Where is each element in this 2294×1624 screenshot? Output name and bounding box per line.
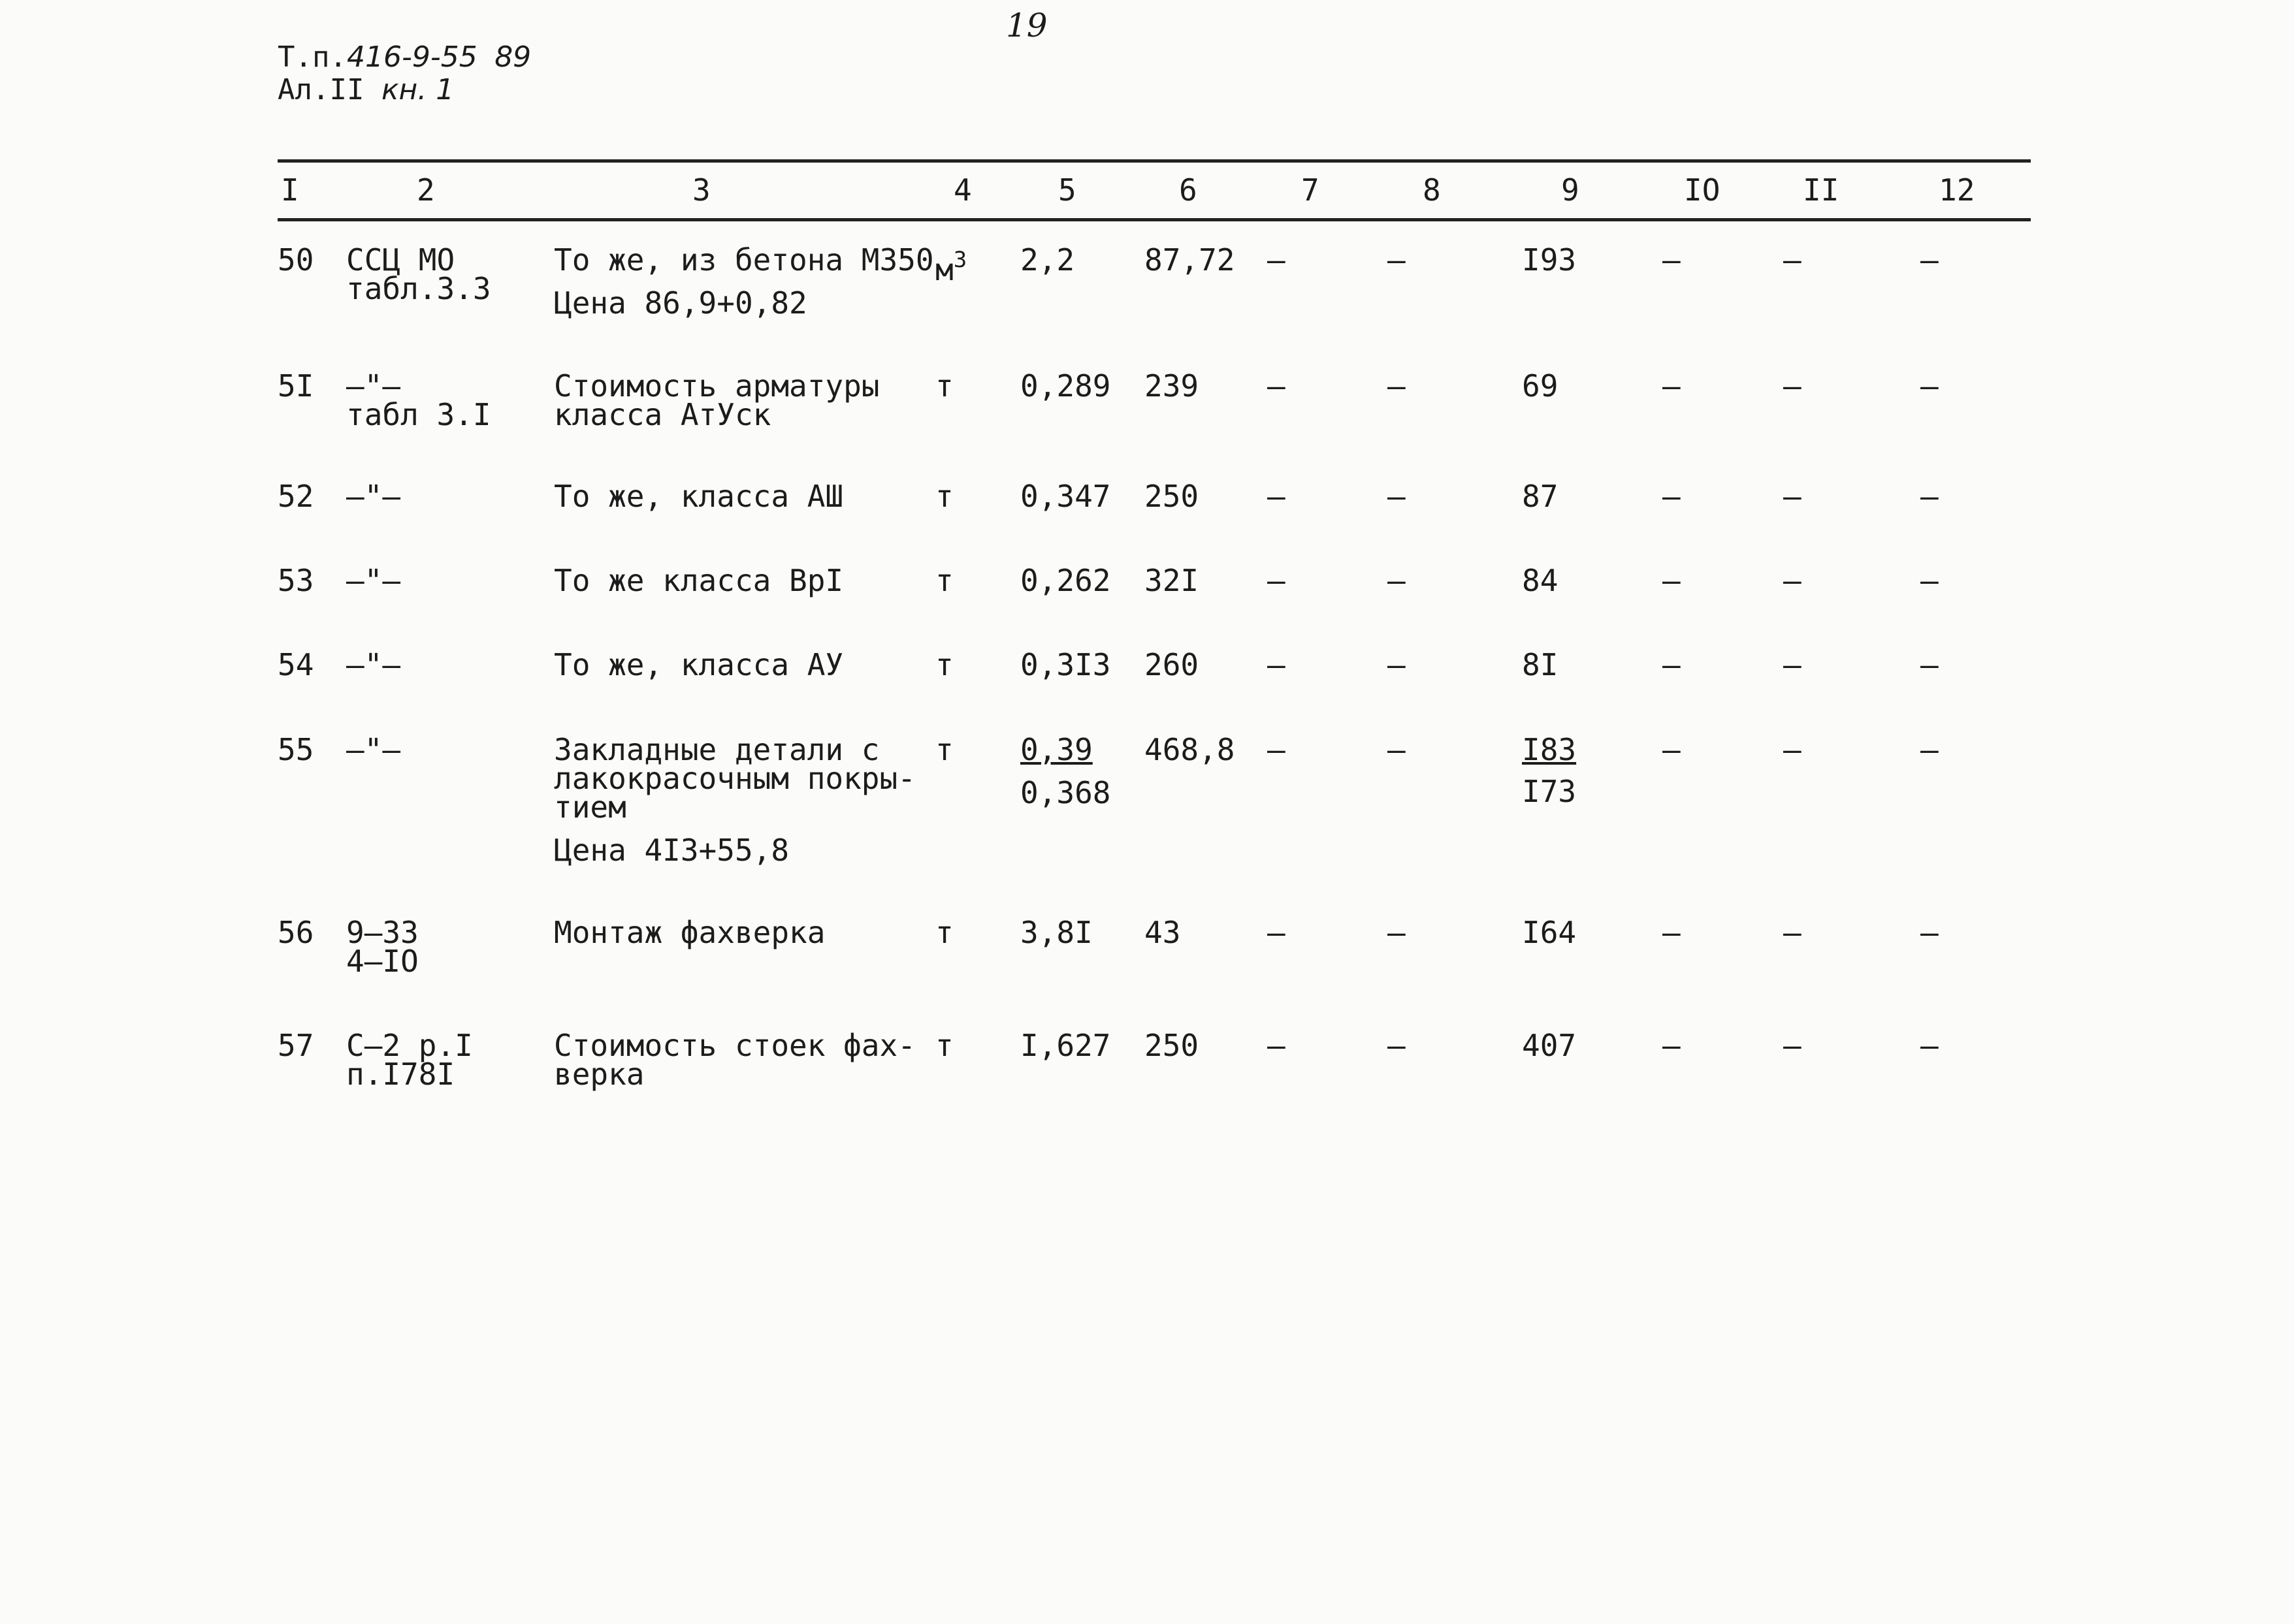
col7-dash: – <box>1267 563 1285 598</box>
item-description-line: То же, из бетона М350 <box>554 242 934 278</box>
item-description-line: класса АтУск <box>554 397 771 432</box>
price-note: Цена 86,9+0,82 <box>554 285 807 321</box>
col11-dash: – <box>1783 732 1801 767</box>
item-description <box>554 368 880 432</box>
col7-dash: – <box>1267 479 1285 514</box>
row-number: 57 <box>278 1028 314 1063</box>
col-header-1: I <box>281 172 299 208</box>
item-description-line: Монтаж фахверка <box>554 915 826 950</box>
quantity: I,627 <box>1020 1028 1111 1063</box>
col8-dash: – <box>1387 479 1406 514</box>
unit-rate: 87,72 <box>1144 242 1235 278</box>
col-header-9: 9 <box>1561 172 1579 208</box>
quantity: 0,289 <box>1020 368 1111 404</box>
document-code-prefix: Т.п. <box>278 40 347 74</box>
col7-dash: – <box>1267 242 1285 278</box>
col8-dash: – <box>1387 242 1406 278</box>
item-description-line: верка <box>554 1057 645 1092</box>
col12-dash: – <box>1920 732 1939 767</box>
quantity: 3,8I <box>1020 915 1093 950</box>
col-header-10: IO <box>1684 172 1720 208</box>
item-description-line: То же, класса АУ <box>554 647 844 682</box>
source-reference <box>346 242 491 306</box>
quantity: 0,347 <box>1020 479 1111 514</box>
item-description-line: То же, класса АШ <box>554 479 844 514</box>
col-header-11: II <box>1803 172 1839 208</box>
unit: $м^3$ <box>935 247 967 287</box>
col10-dash: – <box>1662 647 1681 682</box>
col10-dash: – <box>1662 368 1681 404</box>
total-cost: 8I <box>1522 647 1559 682</box>
col8-dash: – <box>1387 732 1406 767</box>
unit-rate: 43 <box>1144 915 1181 950</box>
page-number: 19 <box>1006 7 1048 44</box>
item-description-line: лакокрасочным покры- <box>554 761 916 796</box>
quantity: 2,2 <box>1020 242 1075 278</box>
unit-rate: 250 <box>1144 1028 1199 1063</box>
col8-dash: – <box>1387 368 1406 404</box>
source-reference <box>346 1028 473 1092</box>
col8-dash: – <box>1387 563 1406 598</box>
item-description <box>554 1028 916 1092</box>
source-reference <box>346 732 401 767</box>
col12-dash: – <box>1920 242 1939 278</box>
col11-dash: – <box>1783 368 1801 404</box>
row-number: 53 <box>278 563 314 598</box>
price-note: Цена 4I3+55,8 <box>554 833 790 868</box>
source-reference-line: 4–IO <box>346 944 419 979</box>
total-cost: 84 <box>1522 563 1559 598</box>
unit-rate: 239 <box>1144 368 1199 404</box>
col12-dash: – <box>1920 647 1939 682</box>
document-code <box>278 40 531 74</box>
row-number: 52 <box>278 479 314 514</box>
unit: т <box>935 915 954 950</box>
col-header-8: 8 <box>1423 172 1441 208</box>
unit-superscript: 3 <box>953 247 967 273</box>
quantity: 0,262 <box>1020 563 1111 598</box>
unit: т <box>935 368 954 404</box>
source-reference-line: –"– <box>346 563 401 598</box>
unit-rate: 250 <box>1144 479 1199 514</box>
col-header-6: 6 <box>1179 172 1197 208</box>
col-header-12: 12 <box>1939 172 1975 208</box>
source-reference <box>346 368 491 432</box>
col-header-3: 3 <box>692 172 711 208</box>
col-header-4: 4 <box>954 172 972 208</box>
document-code-suffix: 89 <box>494 40 532 74</box>
item-description-line: тием <box>554 789 626 825</box>
document-code-number: 416-9-55 <box>346 40 477 74</box>
row-number: 54 <box>278 647 314 682</box>
unit-rate: 32I <box>1144 563 1199 598</box>
col-header-5: 5 <box>1058 172 1076 208</box>
source-reference <box>346 915 419 979</box>
quantity: 0,3I3 <box>1020 647 1111 682</box>
col10-dash: – <box>1662 915 1681 950</box>
col12-dash: – <box>1920 368 1939 404</box>
source-reference-line: С–2 р.I <box>346 1028 473 1063</box>
col-header-2: 2 <box>417 172 435 208</box>
unit-rate: 468,8 <box>1144 732 1235 767</box>
col11-dash: – <box>1783 1028 1801 1063</box>
col10-dash: – <box>1662 732 1681 767</box>
item-description <box>554 563 844 598</box>
total-cost-alt: I73 <box>1522 774 1577 809</box>
col11-dash: – <box>1783 647 1801 682</box>
total-cost: I93 <box>1522 242 1577 278</box>
col12-dash: – <box>1920 563 1939 598</box>
unit: т <box>935 479 954 514</box>
row-number: 56 <box>278 915 314 950</box>
col11-dash: – <box>1783 479 1801 514</box>
quantity: 0,39 <box>1020 732 1093 767</box>
item-description-line: Стоимость арматуры <box>554 368 880 404</box>
source-reference <box>346 479 401 514</box>
unit: т <box>935 647 954 682</box>
col11-dash: – <box>1783 242 1801 278</box>
col12-dash: – <box>1920 915 1939 950</box>
col10-dash: – <box>1662 1028 1681 1063</box>
col8-dash: – <box>1387 915 1406 950</box>
col10-dash: – <box>1662 242 1681 278</box>
unit: т <box>935 563 954 598</box>
table-top-rule <box>278 159 2031 163</box>
col11-dash: – <box>1783 563 1801 598</box>
col12-dash: – <box>1920 479 1939 514</box>
col7-dash: – <box>1267 368 1285 404</box>
item-description-line: Стоимость стоек фах- <box>554 1028 916 1063</box>
col7-dash: – <box>1267 915 1285 950</box>
col10-dash: – <box>1662 563 1681 598</box>
source-reference-line: –"– <box>346 479 401 514</box>
item-description <box>554 732 916 868</box>
item-description <box>554 479 844 514</box>
album-book: кн. 1 <box>381 73 455 106</box>
unit: т <box>935 732 954 767</box>
source-reference-line: п.I78I <box>346 1057 455 1092</box>
total-cost: 69 <box>1522 368 1559 404</box>
row-number: 5I <box>278 368 314 404</box>
source-reference-line: –"– <box>346 647 401 682</box>
col7-dash: – <box>1267 647 1285 682</box>
item-description-line: То же класса ВрI <box>554 563 844 598</box>
row-number: 55 <box>278 732 314 767</box>
col11-dash: – <box>1783 915 1801 950</box>
unit-rate: 260 <box>1144 647 1199 682</box>
col12-dash: – <box>1920 1028 1939 1063</box>
quantity-alt: 0,368 <box>1020 775 1111 810</box>
col7-dash: – <box>1267 1028 1285 1063</box>
source-reference-line: ССЦ МО <box>346 242 455 278</box>
source-reference <box>346 563 401 598</box>
col7-dash: – <box>1267 732 1285 767</box>
row-number: 50 <box>278 242 314 278</box>
source-reference-line: 9–33 <box>346 915 419 950</box>
album-reference <box>278 73 454 106</box>
col10-dash: – <box>1662 479 1681 514</box>
source-reference-line: табл 3.I <box>346 397 491 432</box>
unit: т <box>935 1028 954 1063</box>
col-header-7: 7 <box>1301 172 1319 208</box>
total-cost: 407 <box>1522 1028 1577 1063</box>
total-cost: 87 <box>1522 479 1559 514</box>
item-description <box>554 242 934 321</box>
item-description <box>554 647 844 682</box>
table-header-rule <box>278 218 2031 221</box>
source-reference-line: –"– <box>346 732 401 767</box>
item-description <box>554 915 826 950</box>
source-reference-line: –"– <box>346 368 401 404</box>
album-prefix: Ал.II <box>278 73 364 106</box>
source-reference <box>346 647 401 682</box>
total-cost: I83 <box>1522 732 1577 767</box>
total-cost: I64 <box>1522 915 1577 950</box>
source-reference-line: табл.3.3 <box>346 271 491 306</box>
col8-dash: – <box>1387 647 1406 682</box>
col8-dash: – <box>1387 1028 1406 1063</box>
item-description-line: Закладные детали с <box>554 732 880 767</box>
